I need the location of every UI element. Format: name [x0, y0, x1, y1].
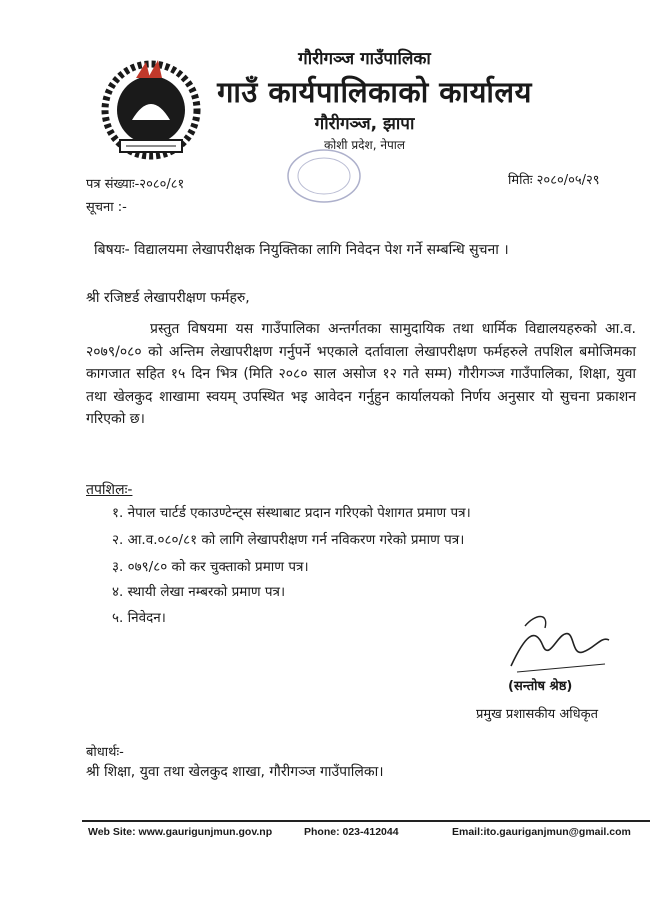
salutation: श्री रजिष्टर्ड लेखापरीक्षण फर्महरु, — [86, 290, 250, 306]
municipality-name: गौरीगञ्ज गाउँपालिका — [298, 49, 431, 69]
office-name: गाउँ कार्यपालिकाको कार्यालय — [217, 75, 532, 109]
list-item: ४. स्थायी लेखा नम्बरको प्रमाण पत्र। — [112, 584, 286, 600]
details-heading: तपशिलः- — [86, 482, 133, 498]
signatory-title: प्रमुख प्रशासकीय अधिकृत — [476, 707, 599, 722]
notice-label: सूचना :- — [86, 200, 127, 215]
footer-website: Web Site: www.gaurigunjmun.gov.np — [88, 826, 273, 838]
body-paragraph: प्रस्तुत विषयमा यस गाउँपालिका अन्तर्गतका सामुदायिक तथा धार्मिक विद्यालयहरुको आ.व. २०७९/०८० को अन्तिम लेखापरीक्षण गर्नुपर्ने भएकाले दर्तावाला लेखापरीक्षण फर्महरुले तपशिल बमोजिमका कागजात सहित १५ दिन भित्र (मिति २०८० साल असोज १२ गते सम्म) गौरीगञ्ज गाउँपालिका, शिक्षा, युवा तथा खेलकुद शाखामा स्वयम् उपस्थित भइ आवेदन गर्नुहुन कार्यालयको निर्णय अनुसार यो सुचना प्रकाशन गरिएको छ। — [86, 321, 636, 427]
cc-recipient: श्री शिक्षा, युवा तथा खेलकुद शाखा, गौरीगञ्ज गाउँपालिका। — [86, 764, 384, 780]
signatory-name: (सन्तोष श्रेष्ठ) — [508, 679, 573, 694]
subject-line: बिषयः- विद्यालयमा लेखापरीक्षक नियुक्तिका लागि निवेदन पेश गर्ने सम्बन्धि सुचना । — [94, 242, 509, 258]
cc-label: बोधार्थः- — [86, 745, 124, 760]
list-item: १. नेपाल चार्टर्ड एकाउण्टेन्ट्स संस्थाबाट प्रदान गरिएको पेशागत प्रमाण पत्र। — [112, 505, 471, 521]
list-item: ३. ०७९/८० को कर चुक्ताको प्रमाण पत्र। — [112, 559, 309, 575]
reference-number: पत्र संख्याः-२०८०/८१ — [86, 177, 185, 192]
office-province: कोशी प्रदेश, नेपाल — [323, 138, 406, 152]
office-place: गौरीगञ्ज, झापा — [314, 114, 415, 134]
office-stamp-icon — [284, 146, 364, 208]
letter-date: मितिः २०८०/०५/२९ — [508, 173, 600, 188]
footer-email: Email:ito.gauriganjmun@gmail.com — [452, 826, 631, 838]
footer-divider — [82, 820, 650, 822]
list-item: २. आ.व.०८०/८१ को लागि लेखापरीक्षण गर्न नविकरण गरेको प्रमाण पत्र। — [112, 532, 465, 548]
list-item: ५. निवेदन। — [112, 610, 166, 626]
footer-phone: Phone: 023-412044 — [304, 826, 399, 838]
signature-icon — [505, 606, 615, 678]
